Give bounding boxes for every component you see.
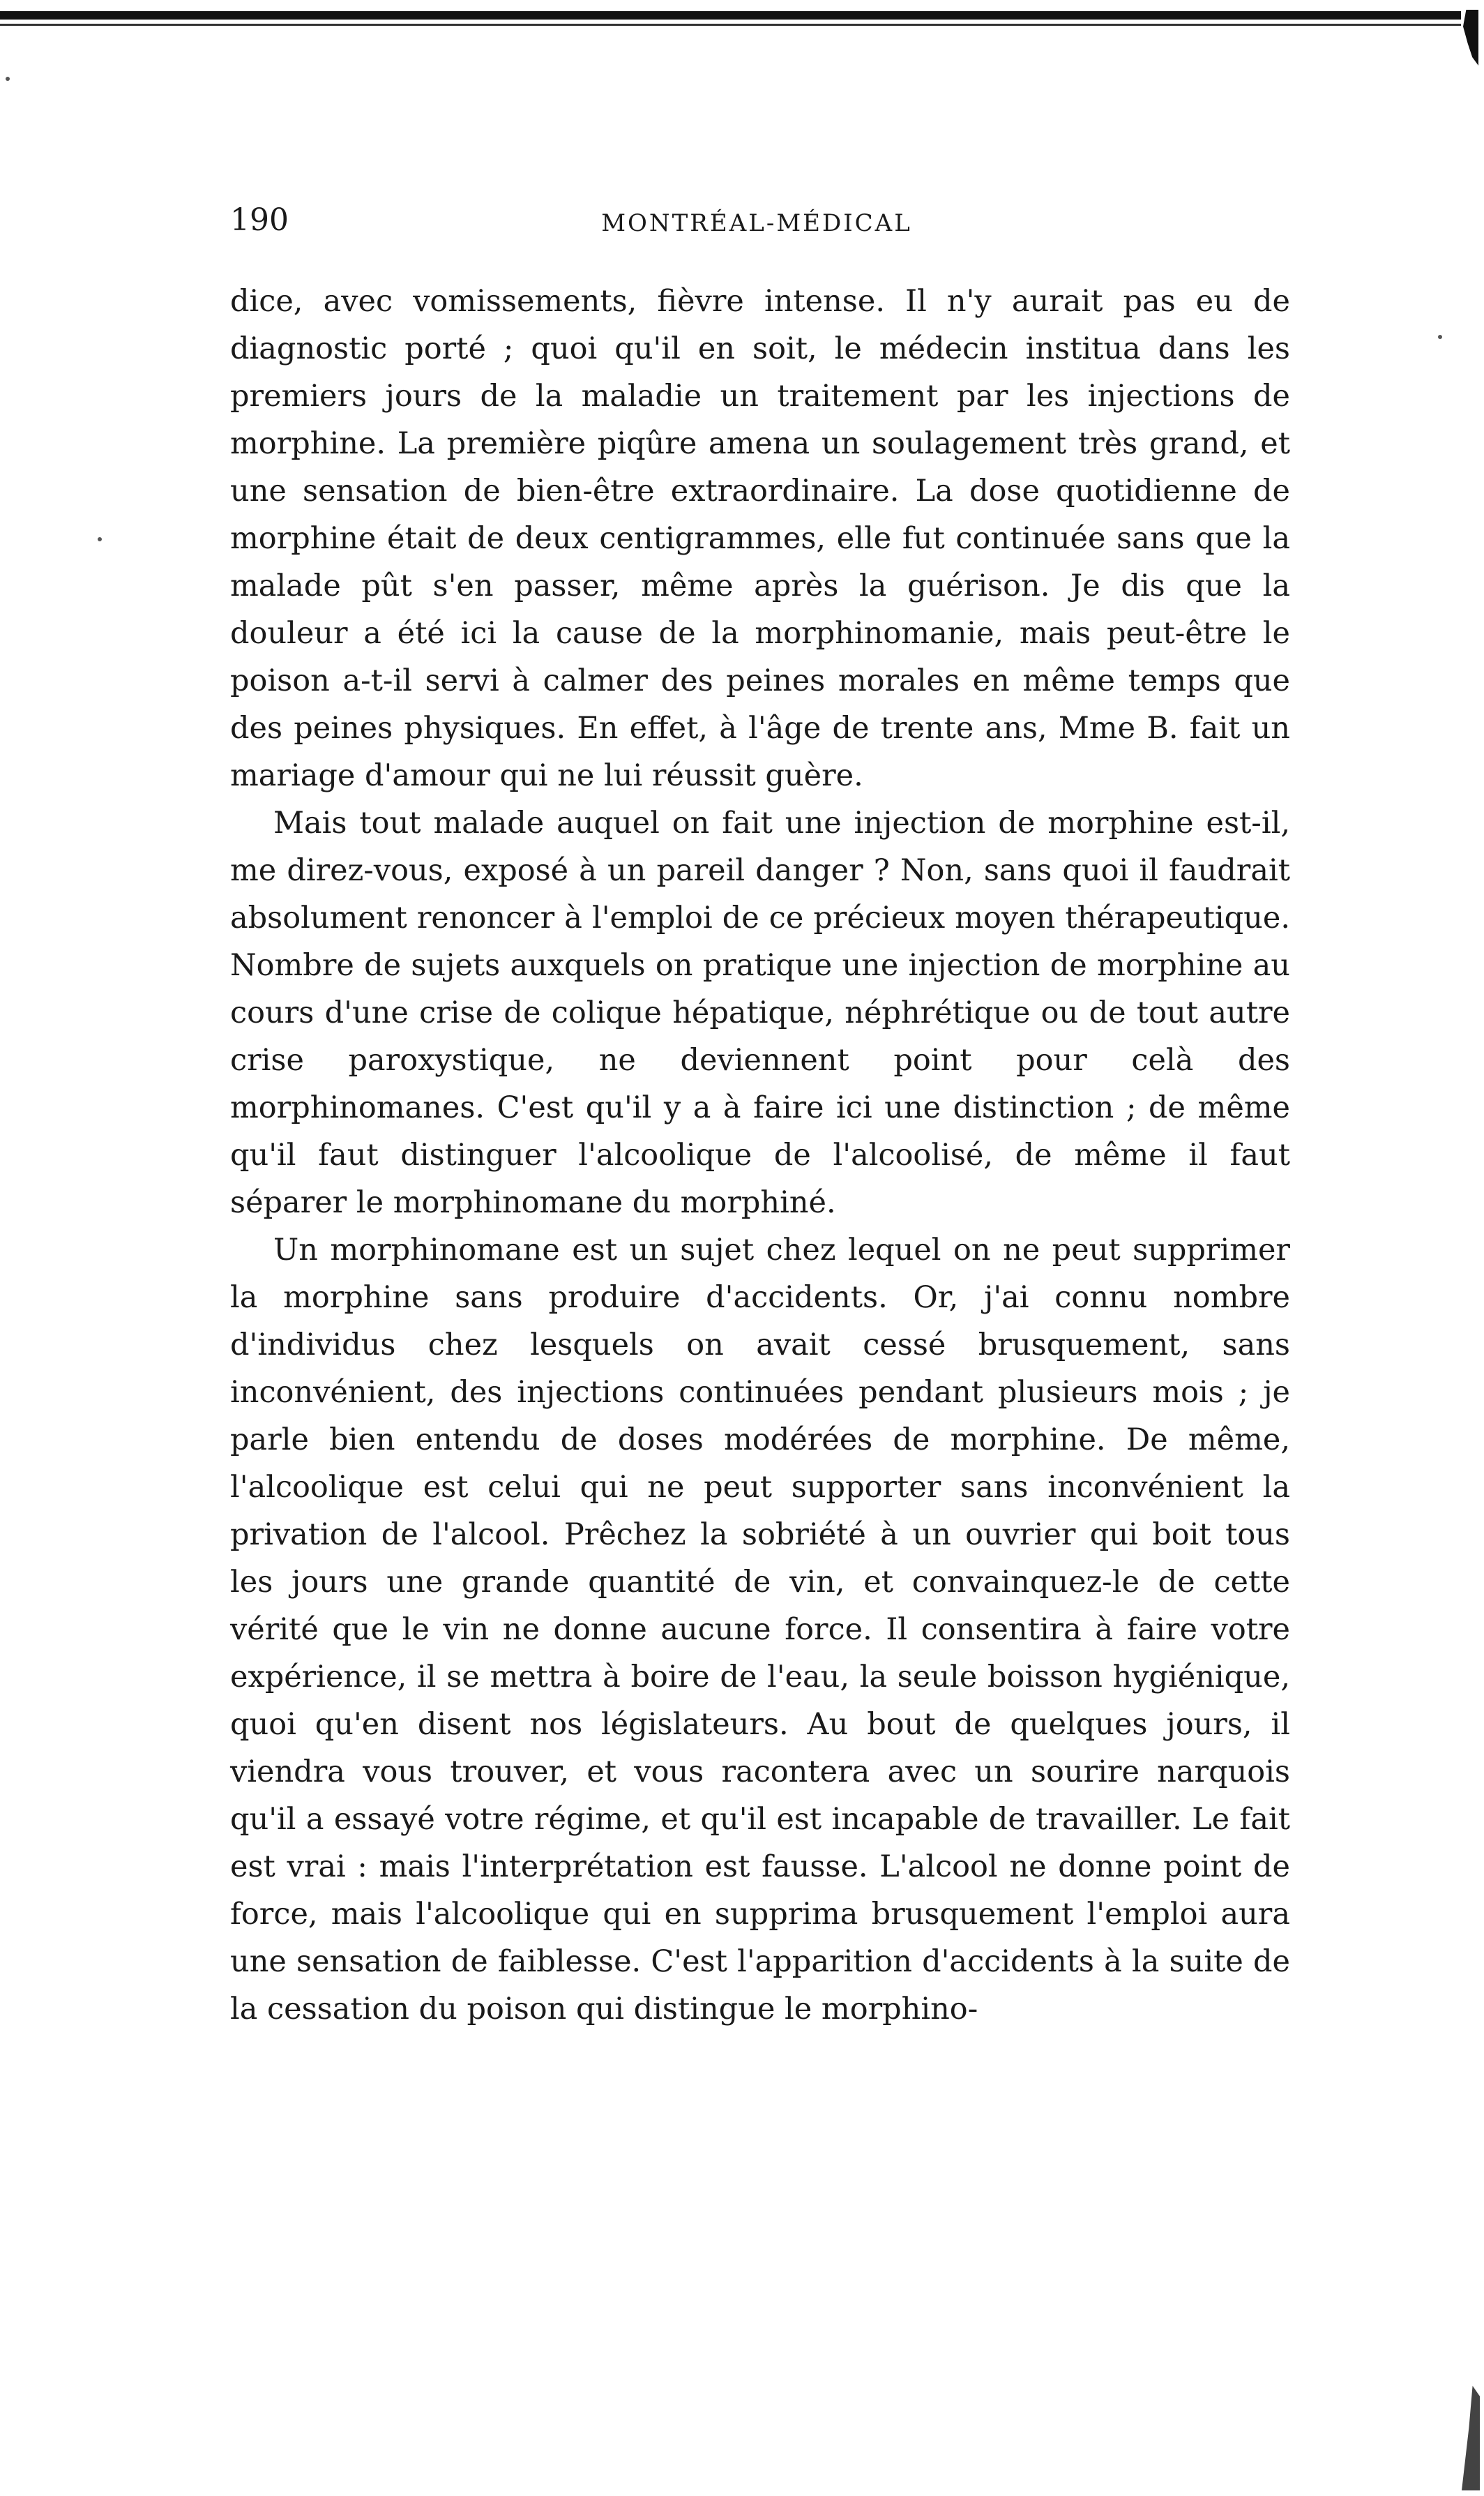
running-title: MONTRÉAL-MÉDICAL <box>601 209 912 237</box>
paragraph-2: Mais tout malade auquel on fait une injection de morphine est-il, me direz-vous, exposé à un pareil danger ? Non, sans quoi il faudrait absolument renoncer à l'emploi de ce précieux moyen thérapeutique. Nombre de sujets auxquels on pratique une injection de morphine au cours d'une crise de colique hépatique, néphrétique ou de tout autre crise paroxystique, ne deviennent point pour celà des morphinomanes. C'est qu'il y a à faire ici une distinction ; de même qu'il faut distinguer l'alcoolique de l'alcoolisé, de même il faut séparer le morphinomane du morphiné. <box>230 806 1290 1220</box>
page-header <box>230 202 1283 244</box>
top-border-rule <box>0 11 1461 20</box>
paragraph-1: dice, avec vomissements, fièvre intense. Il n'y aurait pas eu de diagnostic porté ; quoi qu'il en soit, le médecin institua dans les premiers jours de la maladie un traitement par les injections de morphine. La première piqûre amena un soulagement très grand, et une sensation de bien-être extraordinaire. La dose quotidienne de morphine était de deux centigrammes, elle fut continuée sans que la malade pût s'en passer, même après la guérison. Je dis que la douleur a été ici la cause de la morphinomanie, mais peut-être le poison a-t-il servi à calmer des peines morales en même temps que des peines physiques. En effet, à l'âge de trente ans, Mme B. fait un mariage d'amour qui ne lui réussit guère. <box>230 284 1290 793</box>
body-text <box>230 278 1290 2033</box>
paragraph-3: Un morphinomane est un sujet chez lequel on ne peut supprimer la morphine sans produire d'accidents. Or, j'ai connu nombre d'individus chez lesquels on avait cessé brusquement, sans inconvénient, des injections continuées pendant plusieurs mois ; je parle bien entendu de doses modérées de morphine. De même, l'alcoolique est celui qui ne peut supporter sans inconvénient la privation de l'alcool. Prêchez la sobriété à un ouvrier qui boit tous les jours une grande quantité de vin, et convainquez-le de cette vérité que le vin ne donne aucune force. Il consentira à faire votre expérience, il se mettra à boire de l'eau, la seule boisson hygiénique, quoi qu'en disent nos législateurs. Au bout de quelques jours, il viendra vous trouver, et vous racontera avec un sourire narquois qu'il a essayé votre régime, et qu'il est incapable de travailler. Le fait est vrai : mais l'interprétation est fausse. L'alcool ne donne point de force, mais l'alcoolique qui en supprima brusquement l'emploi aura une sensation de faiblesse. C'est l'apparition d'accidents à la suite de la cessation du poison qui distingue le morphino- <box>230 1233 1290 2027</box>
scan-speck <box>1438 335 1442 339</box>
page-number: 190 <box>230 202 289 238</box>
top-border-rule-thin <box>0 24 1461 26</box>
scan-edge-mark <box>1463 10 1478 66</box>
scan-speck <box>6 77 10 81</box>
scan-speck <box>98 537 102 541</box>
scan-edge-mark-bottom <box>1462 2386 1480 2490</box>
